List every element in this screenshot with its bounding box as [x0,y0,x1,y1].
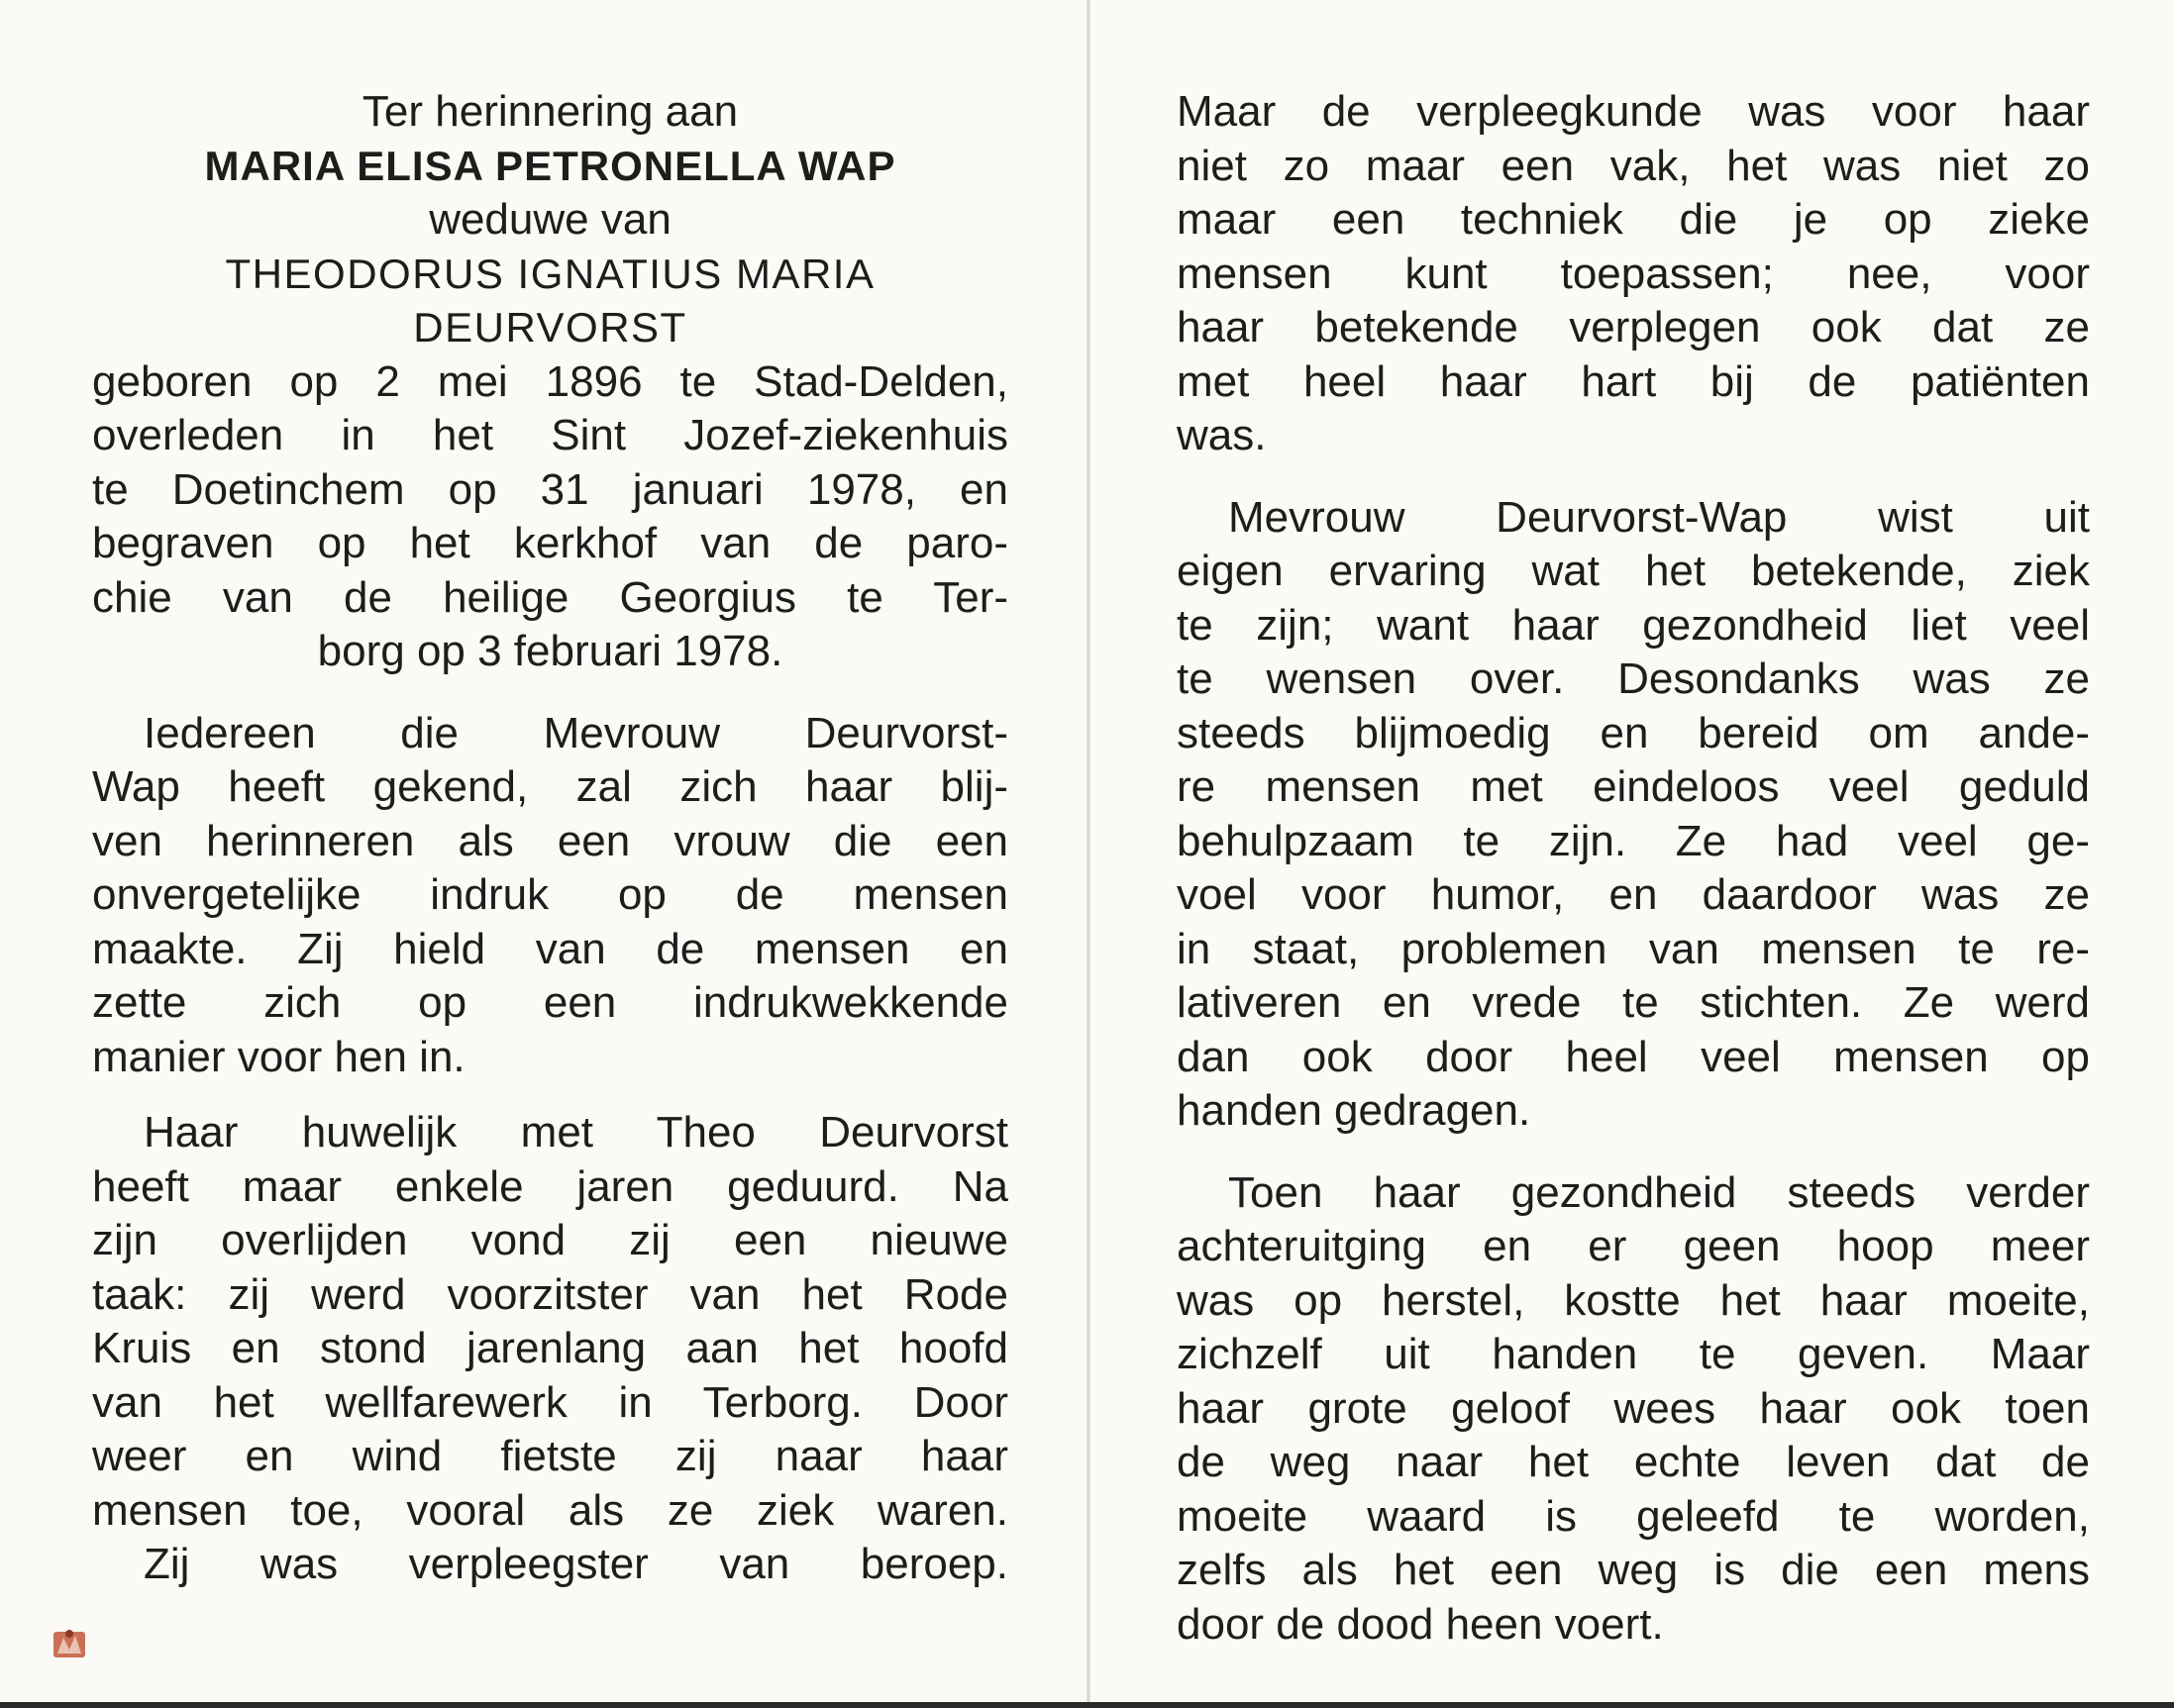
text-line: te wensen over. Desondanks was ze [1177,654,2090,703]
text-line: Toen haar gezondheid steeds verder [1228,1167,2090,1217]
text-line: taak: zij werd voorzitster van het Rode [92,1269,1008,1319]
memorial-header [92,85,1008,355]
details-line: te Doetinchem op 31 januari 1978, en [92,464,1008,514]
text-line: dan ook door heel veel mensen op [1177,1032,2090,1081]
deceased-name: MARIA ELISA PETRONELLA WAP [204,142,896,189]
text-line: zichzelf uit handen te geven. Maar [1177,1330,2090,1378]
text-line: zelfs als het een weg is die een mens [1177,1546,2090,1594]
text-line: moeite waard is geleefd te worden, [1177,1491,2090,1541]
text-line: haar betekende verplegen ook dat ze [1177,303,2090,352]
text-line: Wap heeft gekend, zal zich haar blij- [92,762,1008,811]
text-line: behulpzaam te zijn. Ze had veel ge- [1177,816,2090,865]
life-details [92,355,1008,679]
text-line: Haar huwelijk met Theo Deurvorst [144,1108,1008,1156]
details-line: begraven op het kerkhof van de paro- [92,519,1008,567]
text-line: was. [1177,411,1267,459]
text-line: in staat, problemen van mensen te re- [1177,924,2090,973]
text-line: manier voor hen in. [92,1032,466,1081]
text-line: Mevrouw Deurvorst-Wap wist uit [1228,492,2090,542]
text-line: zijn overlijden vond zij een nieuwe [92,1216,1008,1264]
text-line: niet zo maar een vak, het was niet zo [1177,141,2090,190]
left-paragraph-1 [92,707,1008,1085]
details-line: geboren op 2 mei 1896 te Stad-Delden, [92,356,1008,406]
spouse-name-line2: DEURVORST [413,304,687,351]
left-column [92,85,1008,1592]
text-line: onvergetelijke indruk op de mensen [92,870,1008,919]
text-line: voel voor humor, en daardoor was ze [1177,870,2090,919]
spouse-name-line1: THEODORUS IGNATIUS MARIA [225,250,876,297]
text-line: lativeren en vrede te stichten. Ze werd [1177,978,2090,1027]
text-line: de weg naar het echte leven dat de [1177,1438,2090,1486]
text-line: door de dood heen voert. [1177,1599,1664,1649]
text-line: met heel haar hart bij de patiënten [1177,356,2090,406]
card-bottom-edge [0,1702,2174,1708]
right-paragraph-1 [1177,85,2090,463]
text-line: was op herstel, kostte het haar moeite, [1177,1275,2090,1325]
text-line: zette zich op een indrukwekkende [92,978,1008,1027]
printer-mark-icon [50,1624,89,1663]
text-line: eigen ervaring wat het betekende, ziek [1177,547,2090,595]
text-line: weer en wind fietste zij naar haar [92,1432,1008,1480]
text-line: steeds blijmoedig en bereid om ande- [1177,708,2090,757]
text-line: Zij was verpleegster van beroep. [144,1540,1008,1588]
text-line: van het wellfarewerk in Terborg. Door [92,1377,1008,1427]
text-line: maakte. Zij hield van de mensen en [92,924,1008,973]
text-line: achteruitging en er geen hoop meer [1177,1222,2090,1270]
text-line: re mensen met eindeloos veel geduld [1177,762,2090,811]
text-line: maar een techniek die je op zieke [1177,195,2090,244]
left-paragraph-2 [92,1106,1008,1592]
text-line: Iedereen die Mevrouw Deurvorst- [144,708,1008,757]
text-line: ven herinneren als een vrouw die een [92,816,1008,865]
text-line: te zijn; want haar gezondheid liet veel [1177,600,2090,650]
intro-text: Ter herinnering aan [362,87,739,136]
right-column [1177,85,2090,1652]
text-line: haar grote geloof wees haar ook toen [1177,1383,2090,1433]
text-line: mensen kunt toepassen; nee, voor [1177,249,2090,298]
relation-text: weduwe van [429,195,672,244]
text-line: mensen toe, vooral als ze ziek waren. [92,1485,1008,1535]
text-line: Maar de verpleegkunde was voor haar [1177,87,2090,136]
right-paragraph-2 [1177,491,2090,1139]
details-line: overleden in het Sint Jozef-ziekenhuis [92,411,1008,459]
details-line: chie van de heilige Georgius te Ter- [92,572,1008,622]
details-line: borg op 3 februari 1978. [317,627,783,675]
text-line: heeft maar enkele jaren geduurd. Na [92,1161,1008,1211]
text-line: Kruis en stond jarenlang aan het hoofd [92,1324,1008,1372]
text-line: handen gedragen. [1177,1086,1531,1135]
right-paragraph-3 [1177,1166,2090,1653]
